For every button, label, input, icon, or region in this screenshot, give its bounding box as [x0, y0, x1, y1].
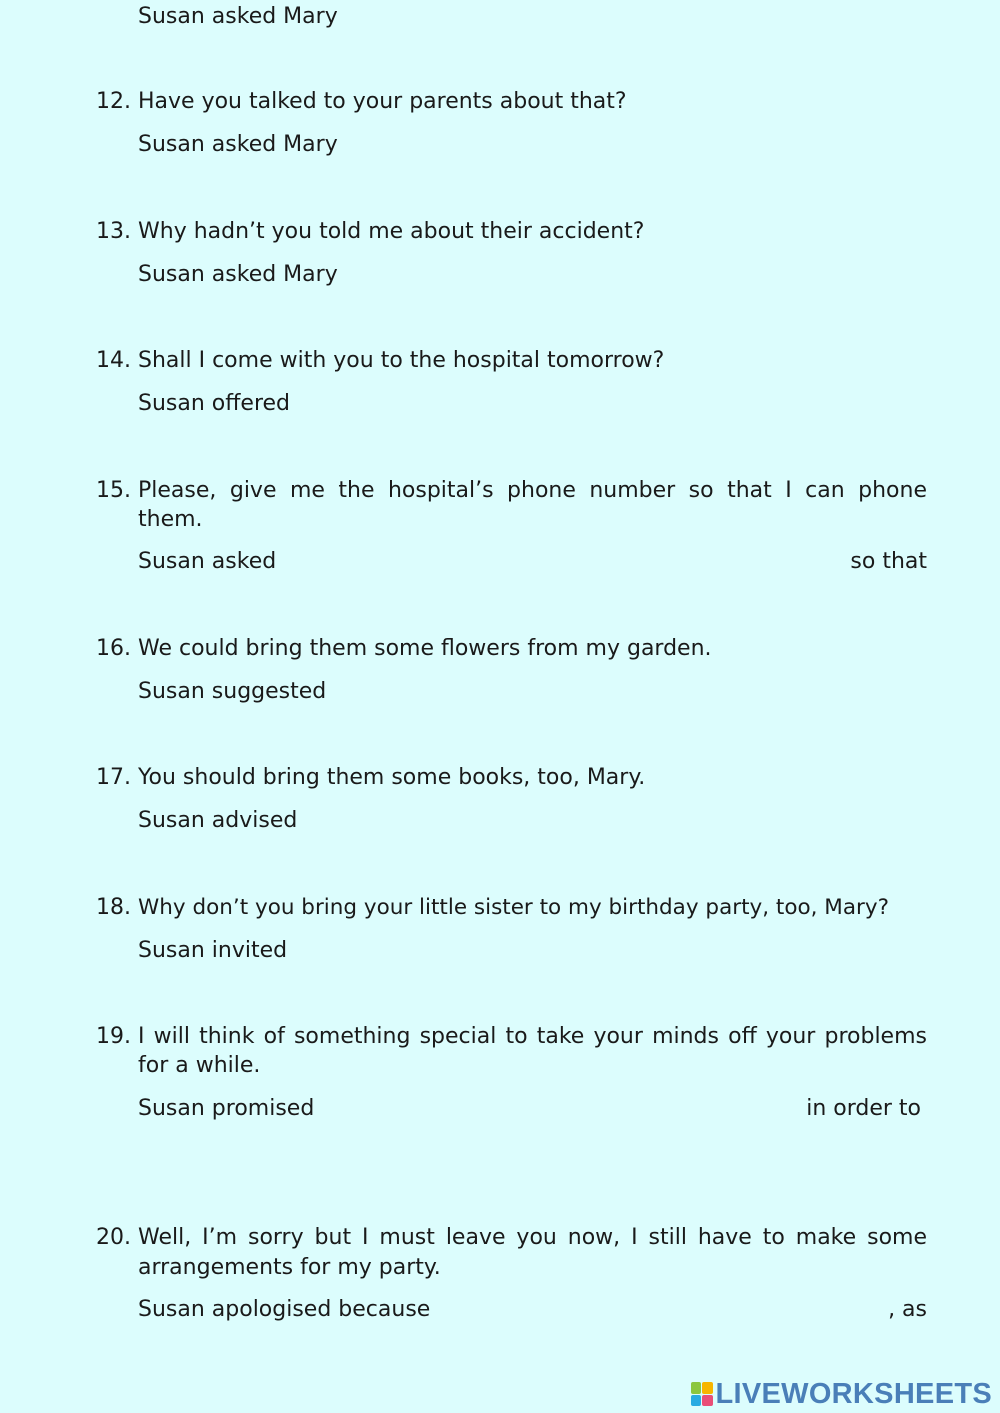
question-number: 13.	[96, 219, 131, 244]
question-text: Well, I’m sorry but I must leave you now, I still have to make some	[138, 1225, 927, 1250]
liveworksheets-logo-icon	[691, 1382, 713, 1406]
question-number: 15.	[96, 478, 131, 503]
question-number: 17.	[96, 765, 131, 790]
question-number: 18.	[96, 895, 131, 920]
question-number: 14.	[96, 348, 131, 373]
answer-prompt: Susan asked	[138, 549, 277, 574]
question-text-continued: arrangements for my party.	[138, 1255, 441, 1280]
question-text: You should bring them some books, too, Mary.	[138, 765, 646, 790]
answer-connector: in order to	[806, 1096, 921, 1121]
answer-prompt: Susan offered	[138, 391, 291, 416]
question-number: 20.	[96, 1225, 131, 1250]
answer-prompt: Susan advised	[138, 808, 298, 833]
question-number: 16.	[96, 636, 131, 661]
question-text-continued: them.	[138, 507, 203, 532]
question-text: Shall I come with you to the hospital tomorrow?	[138, 348, 665, 373]
liveworksheets-logo[interactable]	[691, 1377, 993, 1411]
question-text: Have you talked to your parents about that?	[138, 89, 627, 114]
answer-prompt: Susan invited	[138, 938, 288, 963]
answer-connector: so that	[850, 549, 927, 574]
question-text: I will think of something special to take your minds off your problems	[138, 1024, 927, 1049]
answer-connector: , as	[888, 1297, 927, 1322]
question-text: Why hadn’t you told me about their accident?	[138, 219, 645, 244]
answer-prompt: Susan asked Mary	[138, 262, 338, 287]
answer-prompt: Susan asked Mary	[138, 132, 338, 157]
question-text: We could bring them some flowers from my garden.	[138, 636, 712, 661]
question-text: Why don’t you bring your little sister to my birthday party, too, Mary?	[138, 895, 890, 920]
answer-prompt: Susan apologised because	[138, 1297, 431, 1322]
question-number: 19.	[96, 1024, 131, 1049]
logo-wordmark: LIVEWORKSHEETS	[715, 1377, 992, 1410]
question-text-continued: for a while.	[138, 1053, 261, 1078]
question-number: 12.	[96, 89, 131, 114]
answer-prompt: Susan promised	[138, 1096, 315, 1121]
question-text: Please, give me the hospital’s phone number so that I can phone	[138, 478, 927, 503]
answer-prompt: Susan asked Mary	[138, 4, 338, 29]
answer-prompt: Susan suggested	[138, 679, 327, 704]
